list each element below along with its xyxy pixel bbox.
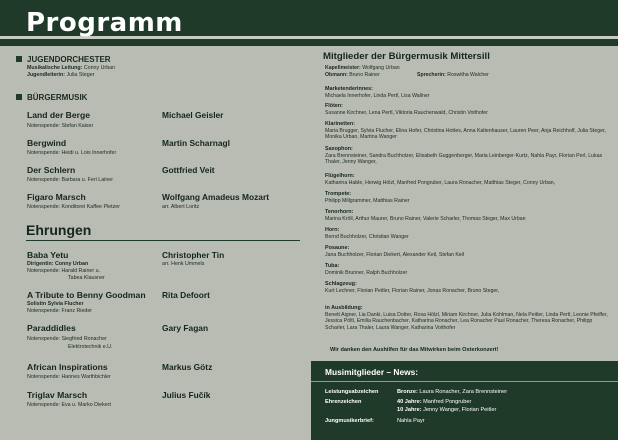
group-names: Dominik Brunner, Ralph Buchholzer	[325, 270, 408, 276]
jugend-leiterin: Jugendleiterin: Julia Steger	[27, 72, 95, 78]
jugend-leitung: Musikalische Leitung: Conny Urban	[27, 65, 116, 71]
bullet-icon	[16, 94, 22, 100]
news-label: Ehrenzeichen	[325, 399, 362, 405]
piece-composer: Michael Geisler	[162, 110, 224, 120]
piece-sponsor: Notenspende: Harald Rainer u.	[27, 268, 101, 274]
piece-title: Land der Berge	[27, 110, 91, 120]
bullet-icon	[16, 56, 22, 62]
piece-title: A Tribute to Benny Goodman	[27, 290, 146, 300]
news-value: Bronze: Laura Ronacher, Zara Brennsteiner	[397, 389, 508, 395]
group-label: Saxophon:	[325, 146, 353, 152]
piece-sponsor: Notenspende: Franz Rieder	[27, 308, 93, 314]
piece-sponsor-cont: Tabea Klausner	[68, 275, 105, 281]
piece-sponsor: Notenspende: Eva u. Marko Diekert	[27, 402, 111, 408]
news-title: Musimitglieder – News:	[325, 367, 419, 377]
piece-composer: Martin Scharnagl	[162, 138, 230, 148]
piece-composer: Christopher Tin	[162, 250, 225, 260]
members-title: Mitglieder der Bürgermusik Mittersill	[323, 51, 490, 62]
piece-conductor: Dirigentin: Conny Urban	[27, 261, 89, 267]
piece-title: Der Schlern	[27, 165, 76, 175]
header-banner	[0, 0, 618, 46]
group-names: Zara Brennsteiner, Sandra Buchholzer, Elisabeth Guggenberger, Maria Leinberger-Kurtz, Nahla Payr, Florian Perl, Lukas Thaler, Jenny Wanger,	[325, 153, 603, 166]
group-names: Benett Aigner, Lia Danki, Luisa Dotter, Rosa Hölzl, Miriam Kirchner, Julia Kohlman, Nela Peitler, Linda Pertl, Leonie Pfeiffer, Jessica Pöltl, Emilia Rauchenbacher, Katharina Ronacher, Lea Ronacher Paul Ronacher, Theresa Ronacher, Philipp Scharler, Lara Thaler, Laura Wanger, Katharina Voithofer	[325, 312, 608, 331]
piece-title: African Inspirations	[27, 362, 108, 372]
group-label: Flöten:	[325, 103, 343, 109]
news-value: 40 Jahre: Manfred Pongruber	[397, 399, 472, 405]
news-box	[311, 361, 618, 440]
jugend-heading: JUGENDORCHESTER	[16, 55, 111, 64]
news-label: Leistungsabzeichen	[325, 389, 379, 395]
group-label: Posaune:	[325, 245, 350, 251]
piece-arranger: arr. Henk Ummels	[162, 261, 205, 267]
news-value: 10 Jahre: Jenny Wanger, Florian Peitler	[397, 407, 497, 413]
group-label: Trompete:	[325, 191, 352, 197]
piece-title: Baba Yetu	[27, 250, 69, 260]
group-label: Horn:	[325, 227, 340, 233]
kapellmeister: Kapellmeister: Wolfgang Urban	[325, 65, 400, 71]
group-names: Marina Kröll, Arthur Maurer, Bruno Rainer, Valerie Scharler, Thomas Steger, Max Urban	[325, 216, 526, 222]
group-label: in Ausbildung:	[325, 305, 363, 311]
group-names: Maria Brugger, Sylvia Flucher, Elina Hofer, Christina Hottes, Anna Kaltenhauser, Lauren Peer, Anja Reichholf, Julia Steger, Monika Urban, Martina Wanger	[325, 128, 606, 141]
piece-soloist: Solistin Sylvia Flucher	[27, 301, 84, 307]
group-label: Tenorhorn:	[325, 209, 354, 215]
thanks-note: Wir danken den Aushilfen für das Mitwirken beim Osterkonzert!	[330, 347, 499, 353]
ehrungen-heading: Ehrungen	[26, 222, 92, 238]
group-label: Klarinetten:	[325, 121, 355, 127]
group-label: Flügelhorn:	[325, 173, 355, 179]
piece-composer: Julius Fučík	[162, 390, 211, 400]
piece-sponsor-cont: Elektrotechnik e.U.	[68, 344, 113, 350]
section-rule	[26, 240, 300, 241]
obmann: Obmann: Bruno Rainer	[325, 72, 380, 78]
group-names: Philipp Millgrammer, Matthias Rainer	[325, 198, 410, 204]
piece-sponsor: Notenspende: Heidi u. Lois Innerhofer	[27, 150, 117, 156]
group-names: Kurt Lechner, Florian Peitler, Florian Rainer, Jonas Ronacher, Bruno Steger,	[325, 288, 500, 294]
piece-sponsor: Notenspende: Konditorei Kaffee Pletzer	[27, 204, 120, 210]
piece-arranger: arr. Albert Loritz	[162, 204, 200, 210]
piece-sponsor: Notenspende: Hannes Warthbichler	[27, 374, 111, 380]
piece-composer: Rita Defoort	[162, 290, 210, 300]
piece-sponsor: Notenspende: Barbara u. Feri Lainer	[27, 177, 113, 183]
news-label: Jungmusikerbrief:	[325, 418, 374, 424]
group-label: Schlagzeug:	[325, 281, 357, 287]
group-names: Jana Buchholzer, Florian Diekert, Alexander Keil, Stefan Keil	[325, 252, 464, 258]
news-value: Nahla Payr	[397, 418, 425, 424]
page-title: Programm	[26, 8, 183, 38]
piece-title: Paraddidles	[27, 323, 76, 333]
sprecherin: Sprecherin: Roswitha Walcher	[417, 72, 489, 78]
piece-title: Bergwind	[27, 138, 67, 148]
buergermusik-heading: BÜRGERMUSIK	[16, 93, 87, 102]
piece-composer: Gottfried Veit	[162, 165, 215, 175]
piece-sponsor: Notenspende: Stefan Kaiser	[27, 123, 94, 129]
group-label: Tuba:	[325, 263, 340, 269]
piece-title: Figaro Marsch	[27, 192, 86, 202]
piece-title: Triglav Marsch	[27, 390, 88, 400]
piece-composer: Markus Götz	[162, 362, 213, 372]
group-names: Katharina Hable, Herwig Hölzl, Manfred Pongruber, Laura Ronacher, Matthias Steger, Conny Urban,	[325, 180, 556, 186]
group-label: Marketenderinnes:	[325, 86, 373, 92]
piece-composer: Wolfgang Amadeus Mozart	[162, 192, 270, 202]
piece-sponsor: Notenspende: Siegfried Ronacher	[27, 336, 107, 342]
group-names: Bernd Buchholzer, Christian Wanger	[325, 234, 409, 240]
piece-composer: Gary Fagan	[162, 323, 209, 333]
group-names: Michaela Innerhofer, Linda Pertl, Lisa Wallner	[325, 93, 430, 99]
group-names: Susanne Kirchner, Lena Pertl, Viktoria Rauchenwald, Christin Voithofer	[325, 110, 488, 116]
news-rule	[311, 381, 618, 382]
